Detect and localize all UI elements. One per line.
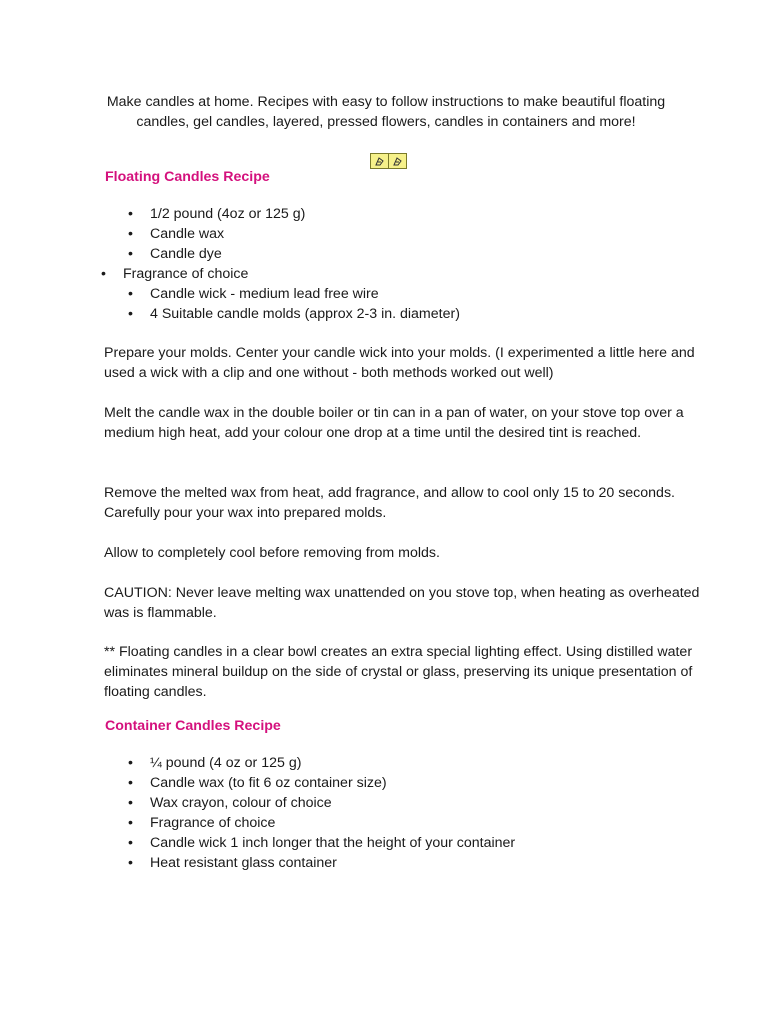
tip-paragraph: ** Floating candles in a clear bowl creates an extra special lighting effect. Using distilled water eliminates mineral buildup on the side of crystal or glass, preserving its unique presentation of floating candles.: [104, 644, 693, 700]
container-ingredients-list: [128, 753, 516, 873]
list-item: • Wax crayon, colour of choice: [128, 795, 332, 811]
list-item: • Candle wax: [128, 226, 225, 242]
bullet-icon: •: [128, 226, 133, 242]
intro-paragraph: Make candles at home. Recipes with easy to follow instructions to make beautiful floating candles, gel candles, layered, pressed flowers, candles in containers and more!: [106, 94, 666, 130]
step-paragraph: Prepare your molds. Center your candle wick into your molds. (I experimented a little here and used a wick with a clip and one without - both methods worked out well): [104, 345, 695, 381]
bullet-icon: •: [128, 855, 133, 871]
floating-candles-heading: Floating Candles Recipe: [105, 169, 270, 185]
floating-ingredients-list-a: [128, 204, 306, 264]
list-item: • 1/2 pound (4oz or 125 g): [128, 206, 306, 222]
list-item: • 4 Suitable candle molds (approx 2-3 in. diameter): [128, 306, 460, 322]
bullet-icon: •: [128, 246, 133, 262]
image-icon-strip: [370, 153, 407, 169]
list-item: • Fragrance of choice: [101, 266, 249, 282]
list-item: • Heat resistant glass container: [128, 855, 337, 871]
bullet-icon: •: [128, 815, 133, 831]
bullet-icon: •: [128, 206, 133, 222]
bullet-icon: •: [101, 266, 106, 282]
bullet-icon: •: [128, 755, 133, 771]
floating-ingredients-list-c: [128, 284, 460, 324]
floating-ingredients-list-b: [101, 264, 249, 284]
candle-icon: [388, 154, 406, 168]
caution-paragraph: CAUTION: Never leave melting wax unattended on you stove top, when heating as overheated was is flammable.: [104, 585, 700, 621]
step-paragraph: Melt the candle wax in the double boiler or tin can in a pan of water, on your stove top over a medium high heat, add your colour one drop at a time until the desired tint is reached.: [104, 405, 684, 441]
list-item: • Fragrance of choice: [128, 815, 276, 831]
bullet-icon: •: [128, 775, 133, 791]
bullet-icon: •: [128, 795, 133, 811]
bullet-icon: •: [128, 835, 133, 851]
list-item: • Candle wax (to fit 6 oz container size): [128, 775, 387, 791]
bullet-icon: •: [128, 286, 133, 302]
list-item: • Candle wick 1 inch longer that the height of your container: [128, 835, 516, 851]
list-item: • ¼ pound (4 oz or 125 g): [128, 755, 302, 771]
candle-icon: [371, 154, 388, 168]
container-candles-heading: Container Candles Recipe: [105, 718, 281, 734]
bullet-icon: •: [128, 306, 133, 322]
step-paragraph: Allow to completely cool before removing from molds.: [104, 545, 440, 561]
step-paragraph: Remove the melted wax from heat, add fragrance, and allow to cool only 15 to 20 seconds. Carefully pour your wax into prepared molds.: [104, 485, 675, 521]
list-item: • Candle wick - medium lead free wire: [128, 286, 379, 302]
list-item: • Candle dye: [128, 246, 222, 262]
